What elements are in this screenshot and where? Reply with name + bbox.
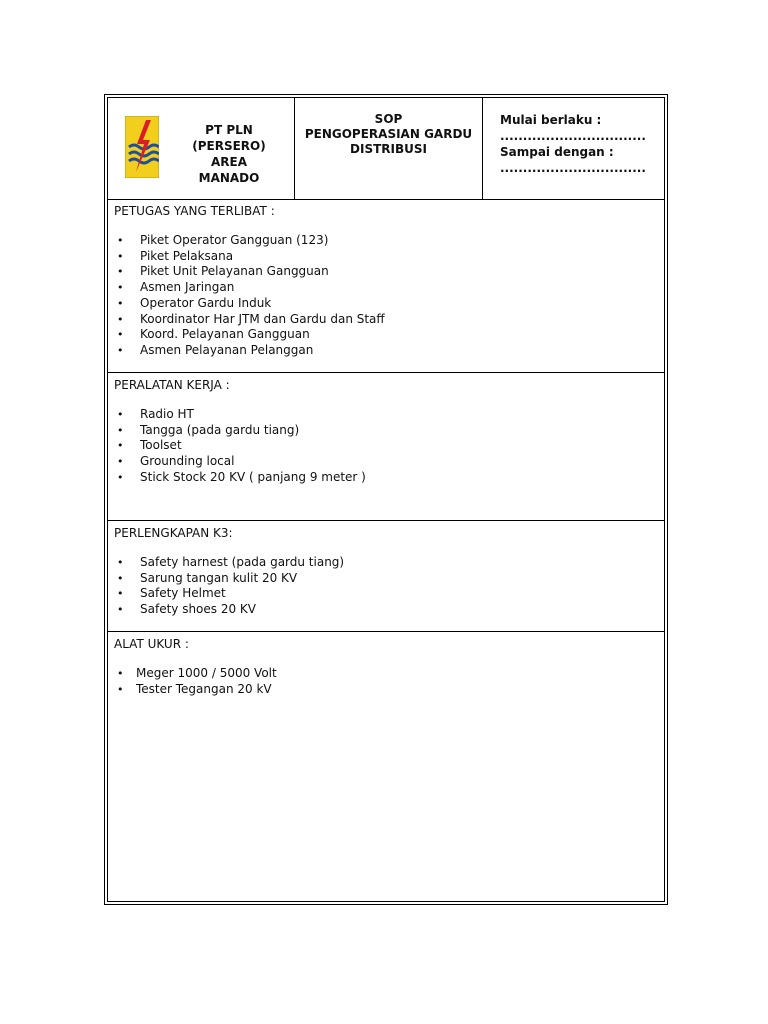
title-cell <box>295 98 483 199</box>
validity-cell <box>483 98 664 199</box>
list-item: • Koordinator Har JTM dan Gardu dan Staff <box>114 312 664 328</box>
validity-block <box>500 112 646 176</box>
company-cell <box>108 98 295 199</box>
company-name <box>164 122 294 186</box>
sop-title-line: DISTRIBUSI <box>350 142 427 156</box>
measuring-tools-list <box>114 666 664 697</box>
list-item: • Sarung tangan kulit 20 KV <box>114 571 664 587</box>
valid-until-value: ................................ <box>500 161 646 175</box>
list-item: • Stick Stock 20 KV ( panjang 9 meter ) <box>114 470 664 486</box>
list-item: • Safety harnest (pada gardu tiang) <box>114 555 664 571</box>
sop-title <box>295 112 482 157</box>
valid-from-label: Mulai berlaku : <box>500 113 602 127</box>
list-item: • Piket Pelaksana <box>114 249 664 265</box>
list-item: • Grounding local <box>114 454 664 470</box>
document-frame <box>107 97 665 902</box>
list-item: • Meger 1000 / 5000 Volt <box>114 666 664 682</box>
list-item: • Piket Unit Pelayanan Gangguan <box>114 264 664 280</box>
equipment-list <box>114 407 664 486</box>
list-item: • Tester Tegangan 20 kV <box>114 682 664 698</box>
company-line: PT PLN <box>205 123 253 137</box>
personnel-list <box>114 233 664 359</box>
list-item: • Toolset <box>114 438 664 454</box>
list-item: • Safety shoes 20 KV <box>114 602 664 618</box>
list-item: • Koord. Pelayanan Gangguan <box>114 327 664 343</box>
list-item: • Piket Operator Gangguan (123) <box>114 233 664 249</box>
sop-document <box>104 94 668 905</box>
safety-list <box>114 555 664 618</box>
section-petugas <box>108 199 664 373</box>
list-item: • Safety Helmet <box>114 586 664 602</box>
list-item: • Asmen Jaringan <box>114 280 664 296</box>
document-header <box>108 98 664 200</box>
sop-title-line: SOP <box>374 112 403 126</box>
pln-logo-icon <box>125 116 159 178</box>
section-title: ALAT UKUR : <box>114 637 189 651</box>
company-line: AREA <box>210 155 247 169</box>
list-item: • Asmen Pelayanan Pelanggan <box>114 343 664 359</box>
company-line: (PERSERO) <box>192 139 266 153</box>
section-title: PERALATAN KERJA : <box>114 378 230 392</box>
section-k3 <box>108 521 664 632</box>
section-peralatan <box>108 373 664 521</box>
list-item: • Operator Gardu Induk <box>114 296 664 312</box>
valid-from-value: ................................ <box>500 129 646 143</box>
company-line: MANADO <box>198 171 260 185</box>
list-item: • Radio HT <box>114 407 664 423</box>
valid-until-label: Sampai dengan : <box>500 145 614 159</box>
section-alat-ukur <box>108 632 664 901</box>
list-item: • Tangga (pada gardu tiang) <box>114 423 664 439</box>
section-title: PETUGAS YANG TERLIBAT : <box>114 204 275 218</box>
sop-title-line: PENGOPERASIAN GARDU <box>304 127 473 141</box>
section-title: PERLENGKAPAN K3: <box>114 526 233 540</box>
